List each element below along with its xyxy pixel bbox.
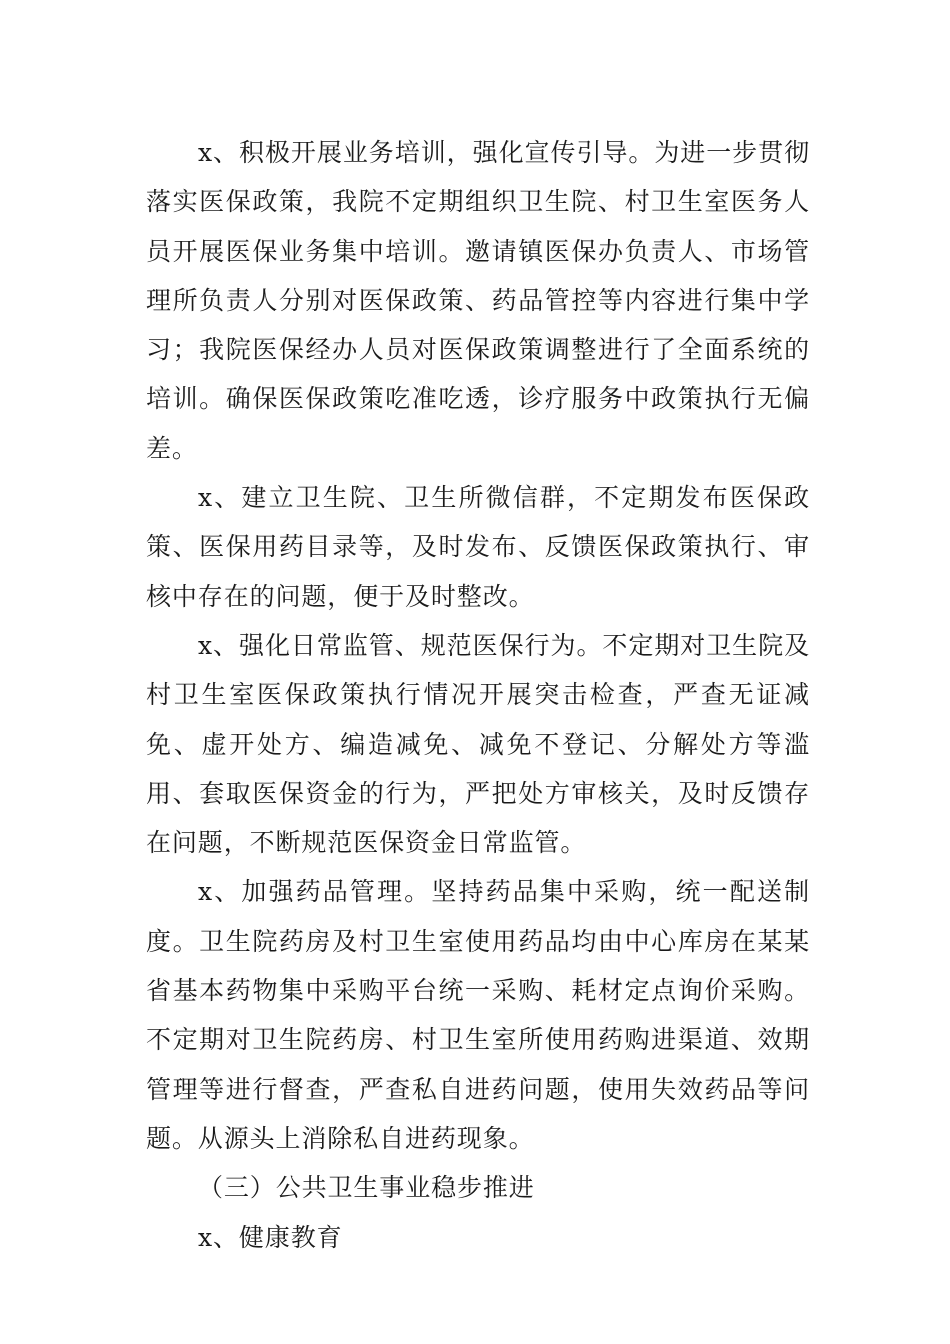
section-heading: （三）公共卫生事业稳步推进 bbox=[198, 1173, 535, 1203]
paragraph-wechat-group: x、建立卫生院、卫生所微信群，不定期发布医保政策、医保用药目录等，及时发布、反馈医保政策执行、审核中存在的问题，便于及时整改。 bbox=[146, 483, 810, 611]
paragraph-business-training: x、积极开展业务培训，强化宣传引导。为进一步贯彻落实医保政策，我院不定期组织卫生院、村卫生室医务人员开展医保业务集中培训。邀请镇医保办负责人、市场管理所负责人分别对医保政策、药品管控等内容进行集中学习；我院医保经办人员对医保政策调整进行了全面系统的培训。确保医保政策吃准吃透，诊疗服务中政策执行无偏差。 bbox=[146, 138, 810, 463]
paragraph-daily-supervision: x、强化日常监管、规范医保行为。不定期对卫生院及村卫生室医保政策执行情况开展突击检查，严查无证减免、虚开处方、编造减免、减免不登记、分解处方等滥用、套取医保资金的行为，严把处方审核关，及时反馈存在问题，不断规范医保资金日常监管。 bbox=[146, 630, 810, 858]
paragraph-drug-management: x、加强药品管理。坚持药品集中采购，统一配送制度。卫生院药房及村卫生室使用药品均由中心库房在某某省基本药物集中采购平台统一采购、耗材定点询价采购。不定期对卫生院药房、村卫生室所使用药购进渠道、效期管理等进行督查，严查私自进药问题，使用失效药品等问题。从源头上消除私自进药现象。 bbox=[146, 877, 810, 1153]
sub-heading: x、健康教育 bbox=[198, 1222, 343, 1252]
document-body bbox=[146, 128, 810, 1262]
